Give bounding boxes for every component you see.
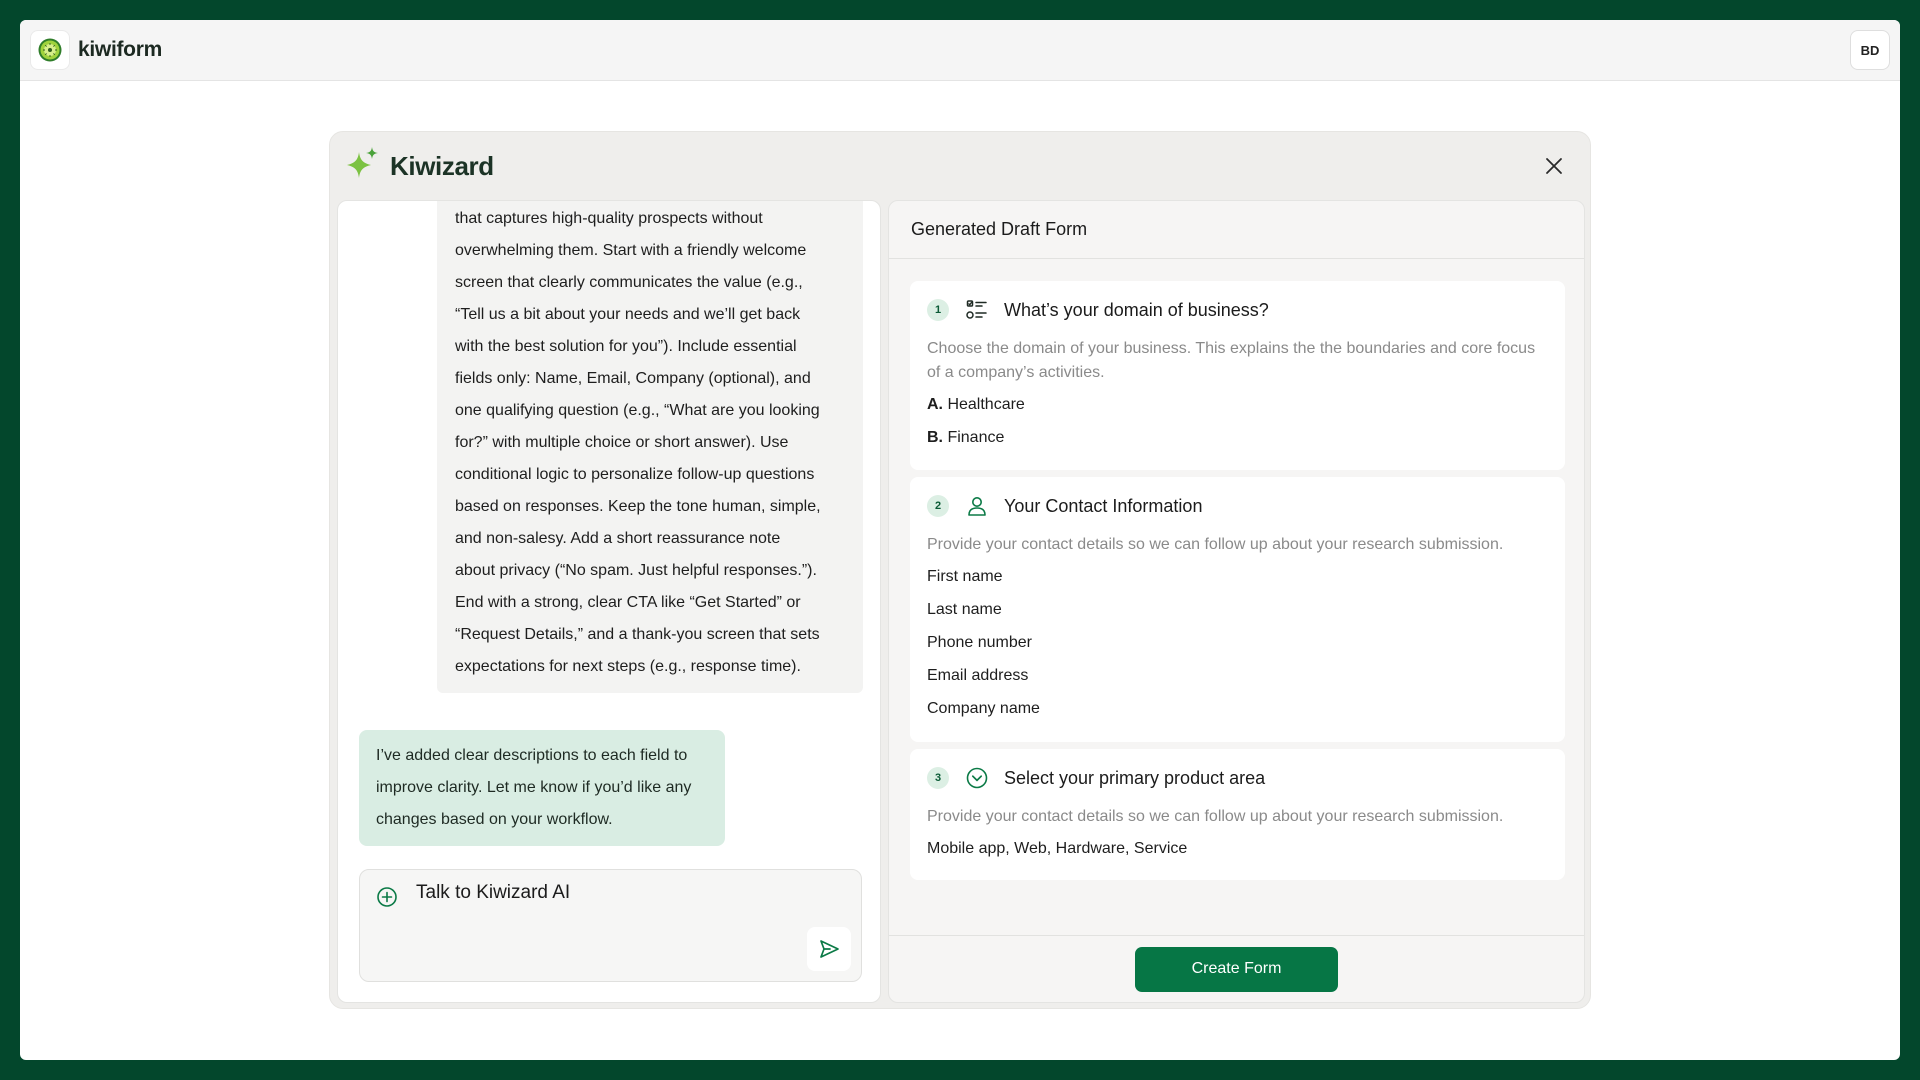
draft-footer xyxy=(889,935,1584,1002)
app-window xyxy=(20,20,1900,1060)
list-choice-icon xyxy=(964,297,990,323)
add-attachment-icon[interactable] xyxy=(376,886,398,913)
option-finance xyxy=(927,428,1548,448)
question-number: 2 xyxy=(927,495,949,517)
question-title: What’s your domain of business? xyxy=(1004,299,1269,320)
message-line: overwhelming them. Start with a friendly welcome xyxy=(455,242,807,259)
message-line: I’ve added clear descriptions to each field to xyxy=(376,747,688,764)
chat-panel[interactable] xyxy=(337,200,881,1003)
message-line: based on responses. Keep the tone human, simple, xyxy=(455,498,821,515)
draft-form-panel xyxy=(888,200,1585,1003)
person-icon xyxy=(964,493,990,519)
option-healthcare xyxy=(927,395,1548,415)
close-button[interactable] xyxy=(1538,150,1570,182)
create-form-button[interactable]: Create Form xyxy=(1135,947,1338,992)
question-description: Provide your contact details so we can follow up about your research submission. xyxy=(927,536,1504,553)
message-line: expectations for next steps (e.g., response time). xyxy=(455,658,801,675)
message-line: screen that clearly communicates the value (e.g., xyxy=(455,274,803,291)
question-options-value: Mobile app, Web, Hardware, Service xyxy=(927,840,1188,857)
send-icon xyxy=(817,937,841,961)
field-company-name: Company name xyxy=(927,700,1040,717)
field-first-name: First name xyxy=(927,568,1003,585)
message-line: one qualifying question (e.g., “What are you looking xyxy=(455,402,820,419)
user-message xyxy=(437,201,863,693)
field-phone-number: Phone number xyxy=(927,634,1032,651)
question-description: Choose the domain of your business. This explains the the boundaries and core focus of a company’s activities. xyxy=(927,340,1536,381)
option-letter: B. xyxy=(927,429,943,446)
modal-header xyxy=(330,132,1590,200)
sparkle-icon xyxy=(344,145,382,188)
option-label: Healthcare xyxy=(947,396,1025,413)
message-line: conditional logic to personalize follow-up questions xyxy=(455,466,815,483)
question-card-3[interactable] xyxy=(910,749,1565,880)
question-header xyxy=(927,491,1548,521)
question-description: Provide your contact details so we can follow up about your research submission. xyxy=(927,808,1504,825)
option-letter: A. xyxy=(927,396,943,413)
option-label: Finance xyxy=(947,429,1005,446)
kiwizard-modal xyxy=(329,131,1591,1009)
question-card-2[interactable] xyxy=(910,477,1565,742)
message-line: with the best solution for you”). Include essential xyxy=(455,338,797,355)
kiwiform-logo-icon xyxy=(30,30,70,70)
brand[interactable] xyxy=(30,30,162,70)
message-line: “Tell us a bit about your needs and we’ll get back xyxy=(455,306,801,323)
question-card-1[interactable] xyxy=(910,281,1565,470)
modal-title: Kiwizard xyxy=(390,150,494,181)
message-line: changes based on your workflow. xyxy=(376,811,613,828)
message-line: improve clarity. Let me know if you’d like any xyxy=(376,779,692,796)
dropdown-circle-icon xyxy=(964,765,990,791)
message-line: fields only: Name, Email, Company (optional), and xyxy=(455,370,811,387)
chat-input[interactable]: Talk to Kiwizard AI xyxy=(416,882,571,903)
message-line: End with a strong, clear CTA like “Get Started” or xyxy=(455,594,801,611)
send-button[interactable] xyxy=(807,927,851,971)
modal-title-wrap xyxy=(344,145,494,188)
draft-panel-title: Generated Draft Form xyxy=(889,201,1584,259)
question-number: 1 xyxy=(927,299,949,321)
question-title: Your Contact Information xyxy=(1004,495,1203,516)
chat-composer[interactable] xyxy=(359,869,862,982)
question-header xyxy=(927,295,1548,325)
message-line: for?” with multiple choice or short answer). Use xyxy=(455,434,789,451)
close-icon xyxy=(1545,157,1563,175)
question-number: 3 xyxy=(927,767,949,789)
brand-name: kiwiform xyxy=(78,38,162,61)
field-email-address: Email address xyxy=(927,667,1029,684)
user-avatar[interactable]: BD xyxy=(1850,30,1890,70)
message-line: about privacy (“No spam. Just helpful responses.”). xyxy=(455,562,817,579)
question-title: Select your primary product area xyxy=(1004,767,1266,788)
message-line: and non-salesy. Add a short reassurance note xyxy=(455,530,781,547)
message-line: “Request Details,” and a thank-you screen that sets xyxy=(455,626,820,643)
top-bar xyxy=(20,20,1900,81)
question-header xyxy=(927,763,1548,793)
ai-message xyxy=(359,730,725,846)
message-line: that captures high-quality prospects without xyxy=(455,210,763,227)
field-last-name: Last name xyxy=(927,601,1002,618)
